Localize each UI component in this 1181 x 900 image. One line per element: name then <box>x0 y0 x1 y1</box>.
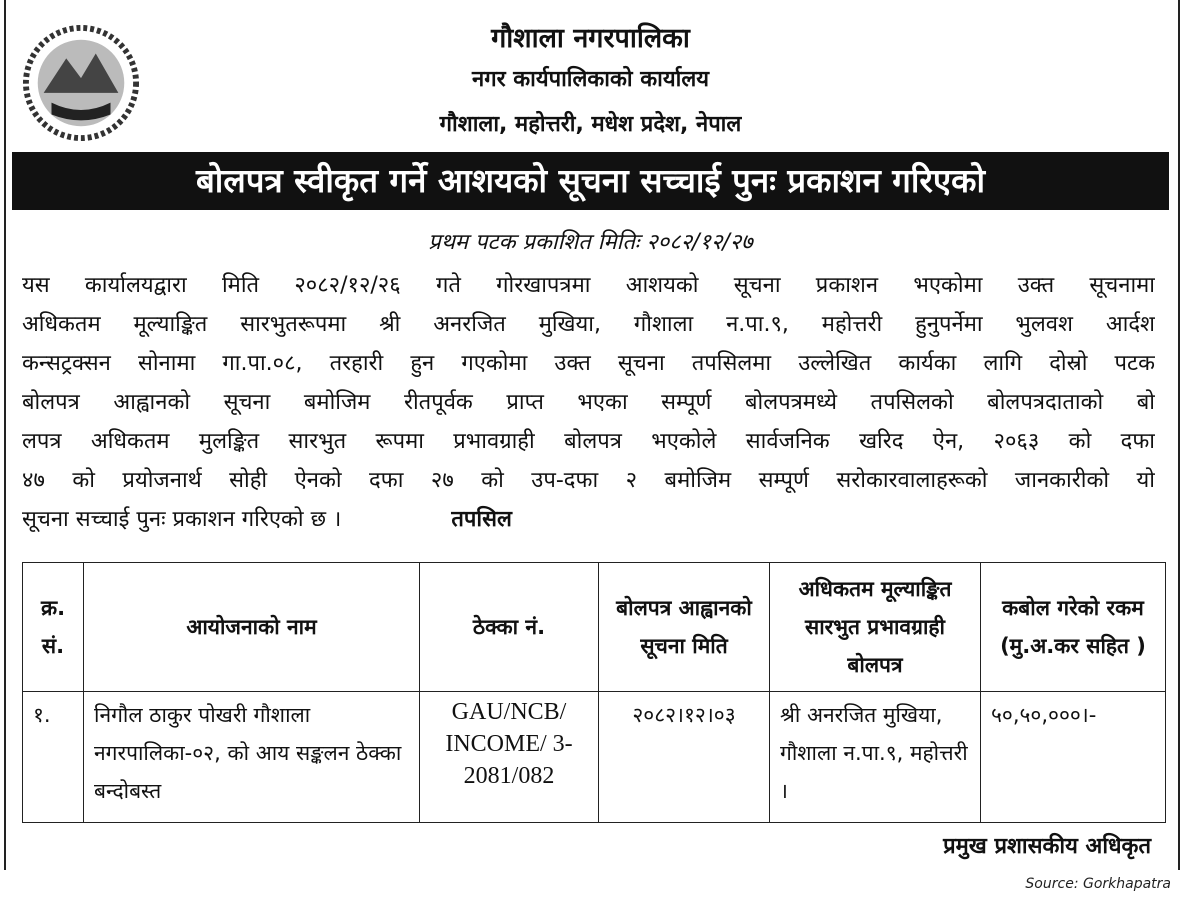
first-published-date: प्रथम पटक प्रकाशित मितिः २०८२/१२/२७ <box>428 230 753 255</box>
office-address: गौशाला, महोत्तरी, मधेश प्रदेश, नेपाल <box>439 112 742 137</box>
cell-project-name: निगौल ठाकुर पोखरी गौशाला नगरपालिका-०२, को आय सङ्कलन ठेक्का बन्दोबस्त <box>84 692 420 823</box>
body-line: कन्सट्रक्सन सोनामा गा.पा.०८, तरहारी हुन गएकोमा उक्त सूचना तपसिलमा उल्लेखित कार्यका लागि दोस्रो पटक <box>22 351 1155 376</box>
signature-title: प्रमुख प्रशासकीय अधिकृत <box>943 834 1151 859</box>
cell-bidder: श्री अनरजित मुखिया, गौशाला न.पा.९, महोत्तरी । <box>770 692 981 823</box>
body-line: ४७ को प्रयोजनार्थ सोही ऐनको दफा २७ को उप-दफा २ बमोजिम सम्पूर्ण सरोकारवालाहरूको जानकारीको यो <box>22 468 1155 493</box>
col-serial: क्र. सं. <box>23 563 84 692</box>
col-project-name: आयोजनाको नाम <box>84 563 420 692</box>
cell-contract-no: GAU/NCB/ INCOME/ 3-2081/082 <box>420 692 599 823</box>
cell-notice-date: २०८२।१२।०३ <box>599 692 770 823</box>
body-line: अधिकतम मूल्याङ्कित सारभुतरूपमा श्री अनरजित मुखिया, गौशाला न.पा.९, महोत्तरी हुनुपर्नेमा भुलवश आर्दश <box>22 312 1155 337</box>
notice-body <box>22 266 1155 539</box>
table-header-row <box>23 563 1166 692</box>
source-credit: Source: Gorkhapatra <box>1025 876 1171 892</box>
body-line <box>22 500 1155 539</box>
col-amount: कबोल गरेको रकम (मु.अ.कर सहित ) <box>981 563 1166 692</box>
municipality-name: गौशाला नगरपालिका <box>491 23 690 54</box>
col-contract-no: ठेक्का नं. <box>420 563 599 692</box>
notice-title: बोलपत्र स्वीकृत गर्ने आशयको सूचना सच्चाई पुनः प्रकाशन गरिएको <box>12 152 1169 210</box>
col-bidder: अधिकतम मूल्याङ्कित सारभुत प्रभावग्राही बोलपत्र <box>770 563 981 692</box>
cell-serial: १. <box>23 692 84 823</box>
body-line: लपत्र अधिकतम मुलङ्कित सारभुत रूपमा प्रभावग्राही बोलपत्र भएकोले सार्वजनिक खरिद ऐन, २०६३ को दफा <box>22 429 1155 454</box>
cell-amount: ५०,५०,०००।- <box>981 692 1166 823</box>
col-notice-date: बोलपत्र आह्वानको सूचना मिति <box>599 563 770 692</box>
office-name: नगर कार्यपालिकाको कार्यालय <box>472 67 709 92</box>
table-row <box>23 692 1166 823</box>
body-line: यस कार्यालयद्वारा मिति २०८२/१२/२६ गते गोरखापत्रमा आशयको सूचना प्रकाशन भएकोमा उक्त सूचनामा <box>22 273 1155 298</box>
tapsil-heading: तपसिल <box>451 507 512 532</box>
body-line: बोलपत्र आह्वानको सूचना बमोजिम रीतपूर्वक प्राप्त भएका सम्पूर्ण बोलपत्रमध्ये तपसिलको बोलपत्रदाताको बो <box>22 390 1155 415</box>
body-last-text: सूचना सच्चाई पुनः प्रकाशन गरिएको छ । <box>22 507 342 532</box>
details-table <box>22 562 1166 823</box>
